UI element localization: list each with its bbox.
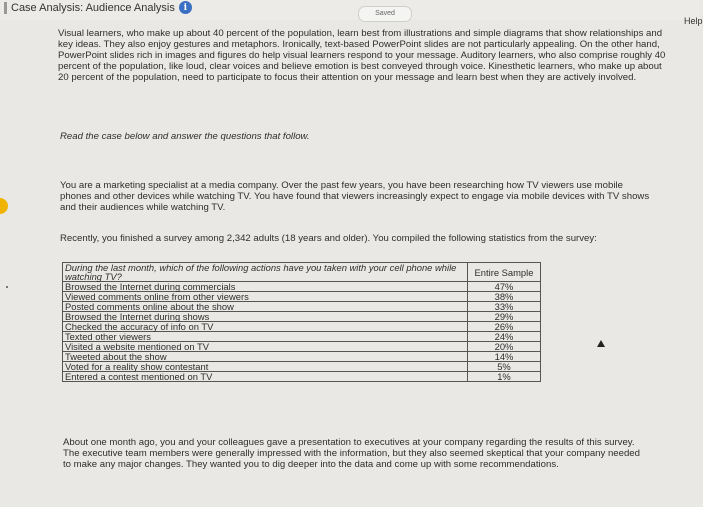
percent-cell: 20% (468, 342, 541, 352)
percent-cell: 5% (468, 362, 541, 372)
table-row (63, 372, 541, 382)
action-cell: Entered a contest mentioned on TV (63, 372, 468, 382)
entire-sample-header: Entire Sample (468, 263, 541, 282)
action-cell: Voted for a reality show contestant (63, 362, 468, 372)
table-row (63, 332, 541, 342)
table-body (63, 282, 541, 382)
action-cell: Browsed the Internet during commercials (63, 282, 468, 292)
learner-types-paragraph: Visual learners, who make up about 40 percent of the population, learn best from illustrations and simple diagrams that show relationships and key ideas. They also enjoy gestures and metaphors. Ironically, text-based PowerPoint slides are not particularly appealing. On the other hand, PowerPoint slides rich in images and figures do help visual learners respond to your message. Auditory learners, who also comprise roughly 40 percent of the population, like loud, clear voices and believe emotion is best conveyed through voice. Kinesthetic learners, who make up about 20 percent of the population, need to participate to focus their attention on your message and learn best when they are actively involved. (58, 28, 666, 83)
percent-cell: 24% (468, 332, 541, 342)
percent-cell: 26% (468, 322, 541, 332)
table-row (63, 362, 541, 372)
percent-cell: 29% (468, 312, 541, 322)
percent-cell: 38% (468, 292, 541, 302)
action-cell: Visited a website mentioned on TV (63, 342, 468, 352)
action-cell: Viewed comments online from other viewers (63, 292, 468, 302)
survey-stats-table (62, 262, 541, 382)
followup-paragraph: About one month ago, you and your colleagues gave a presentation to executives at your company regarding the results of this survey. The executive team members were generally impressed with the information, but they also seemed skeptical that your company needed to make any major changes. They wanted you to dig deeper into the data and come up with some recommendations. (63, 437, 640, 470)
action-cell: Browsed the Internet during shows (63, 312, 468, 322)
scenario-paragraph: You are a marketing specialist at a media company. Over the past few years, you have been researching how TV viewers use mobile phones and other devices while watching TV. You have found that viewers increasingly expect to engage via mobile devices with TV shows and their audiences while watching TV. (60, 180, 650, 213)
action-cell: Tweeted about the show (63, 352, 468, 362)
table-row (63, 302, 541, 312)
help-link[interactable]: Help (684, 16, 703, 26)
mouse-cursor-icon (597, 340, 605, 347)
percent-cell: 47% (468, 282, 541, 292)
table-header-row (63, 263, 541, 282)
page-title: Case Analysis: Audience Analysis (11, 1, 175, 14)
table-row (63, 342, 541, 352)
percent-cell: 1% (468, 372, 541, 382)
action-cell: Checked the accuracy of info on TV (63, 322, 468, 332)
action-cell: Posted comments online about the show (63, 302, 468, 312)
info-icon[interactable]: i (179, 1, 192, 14)
table-row (63, 292, 541, 302)
action-cell: Texted other viewers (63, 332, 468, 342)
table-row (63, 282, 541, 292)
instruction-text: Read the case below and answer the questions that follow. (60, 131, 310, 142)
table-row (63, 312, 541, 322)
survey-intro-paragraph: Recently, you finished a survey among 2,342 adults (18 years and older). You compiled the following statistics from the survey: (60, 233, 597, 244)
question-header: During the last month, which of the following actions have you taken with your cell phone while watching TV? (63, 263, 468, 282)
percent-cell: 33% (468, 302, 541, 312)
table-row (63, 352, 541, 362)
table-row (63, 322, 541, 332)
saved-status-badge: Saved (358, 6, 412, 22)
percent-cell: 14% (468, 352, 541, 362)
